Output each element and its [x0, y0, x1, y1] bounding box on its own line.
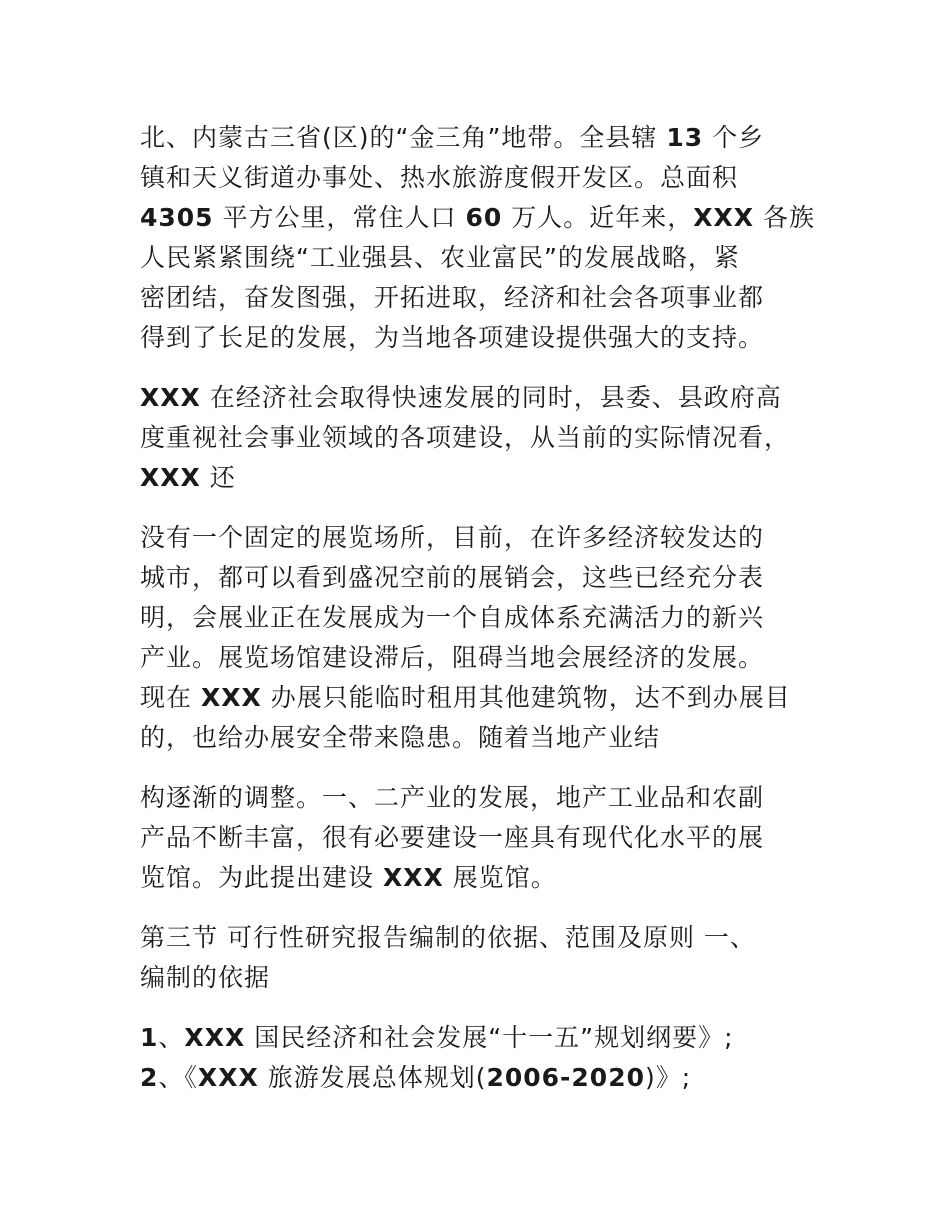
text-line: 现在 XXX 办展只能临时租用其他建筑物，达不到办展目 [140, 683, 791, 712]
text-line: 北、内蒙古三省(区)的“金三角”地带。全县辖 13 个乡 [140, 123, 765, 152]
paragraph-social-development [140, 378, 830, 498]
list-item: 2、《XXX 旅游发展总体规划(2006-2020)》; [140, 1063, 692, 1092]
text-line: 镇和天义街道办事处、热水旅游度假开发区。总面积 [140, 163, 739, 192]
list-item: 1、XXX 国民经济和社会发展“十一五”规划纲要》; [140, 1023, 734, 1052]
document-body [140, 118, 830, 1098]
text-line: 编制的依据 [140, 963, 271, 992]
text-line: 城市，都可以看到盛况空前的展销会，这些已经充分表 [140, 563, 765, 592]
paragraph-exhibition-need [140, 518, 830, 758]
text-line: 4305 平方公里，常住人口 60 万人。近年来，XXX 各族 [140, 203, 816, 232]
paragraph-industry-structure [140, 778, 830, 898]
text-line: 密团结，奋发图强，开拓进取，经济和社会各项事业都 [140, 283, 765, 312]
text-line: 人民紧紧围绕“工业强县、农业富民”的发展战略，紧 [140, 243, 740, 272]
text-line: 得到了长足的发展，为当地各项建设提供强大的支持。 [140, 323, 765, 352]
basis-list [140, 1018, 830, 1098]
text-line: 没有一个固定的展览场所，目前，在许多经济较发达的 [140, 523, 765, 552]
text-line: 的，也给办展安全带来隐患。随着当地产业结 [140, 723, 661, 752]
section-heading [140, 918, 830, 998]
text-line: 度重视社会事业领域的各项建设，从当前的实际情况看， [140, 423, 791, 452]
text-line: 明，会展业正在发展成为一个自成体系充满活力的新兴 [140, 603, 765, 632]
text-line: 第三节 可行性研究报告编制的依据、范围及原则 一、 [140, 923, 756, 952]
paragraph-region-overview [140, 118, 830, 358]
text-line: XXX 在经济社会取得快速发展的同时，县委、县政府高 [140, 383, 782, 412]
text-line: 产品不断丰富，很有必要建设一座具有现代化水平的展 [140, 823, 765, 852]
text-line: XXX 还 [140, 463, 236, 492]
text-line: 构逐渐的调整。一、二产业的发展，地产工业品和农副 [140, 783, 765, 812]
text-line: 产业。展览场馆建设滞后，阻碍当地会展经济的发展。 [140, 643, 765, 672]
text-line: 览馆。为此提出建设 XXX 展览馆。 [140, 863, 557, 892]
